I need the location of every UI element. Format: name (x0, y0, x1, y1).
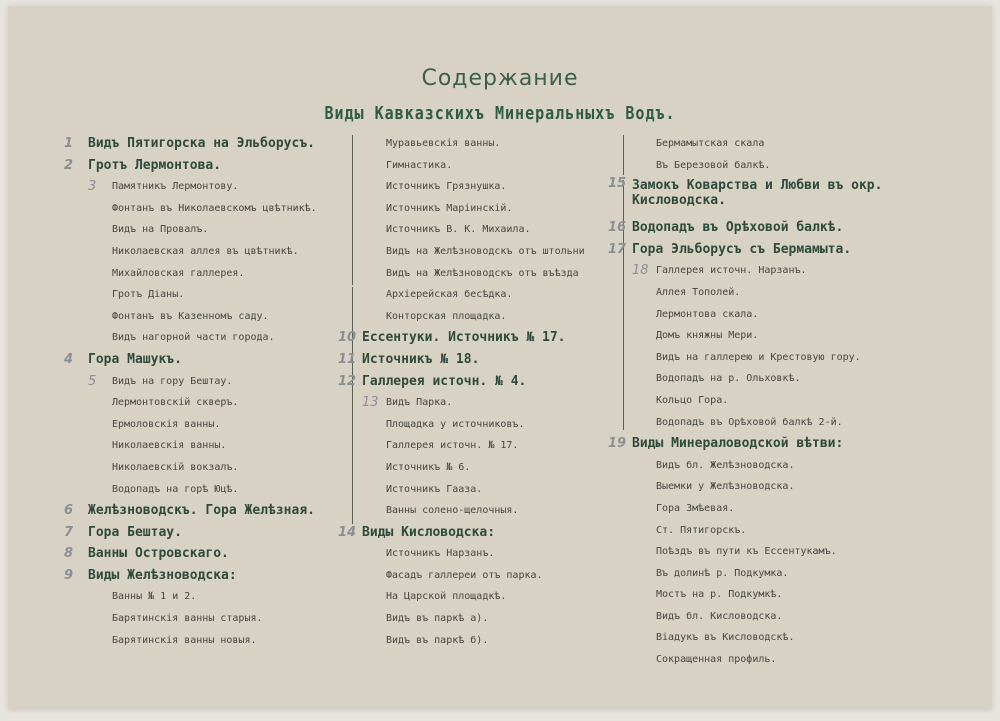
contents-item (88, 263, 358, 285)
contents-item (632, 347, 932, 369)
handwritten-page-number: 19 (608, 436, 627, 452)
entry-text: Видъ на Провалъ. (112, 224, 209, 236)
entry-text: Видъ на гору Бештау. (112, 375, 233, 387)
entry-text: Водопадъ въ Орѣховой балкѣ 2-й. (656, 416, 843, 428)
entry-text: Источникъ № 6. (386, 461, 471, 473)
handwritten-page-number: 15 (608, 176, 627, 192)
contents-item (632, 649, 932, 671)
contents-column-1 (64, 133, 358, 651)
entry-text: Источникъ № 18. (362, 351, 480, 367)
contents-heading (64, 133, 358, 155)
entry-text: Гора Бештау. (88, 524, 182, 540)
contents-item (88, 435, 358, 457)
contents-item (88, 392, 358, 414)
contents-item (632, 627, 932, 649)
entry-text: Водопадъ въ Орѣховой балкѣ. (632, 220, 844, 236)
entry-text: Гимнастика. (386, 159, 453, 171)
handwritten-page-number: 5 (88, 373, 97, 389)
entry-text: Віадукъ въ Кисловодскѣ. (656, 632, 795, 644)
contents-item (632, 606, 932, 628)
entry-text: Площадка у источниковъ. (386, 418, 525, 430)
contents-item (88, 630, 358, 652)
contents-item (362, 241, 622, 263)
page-subtitle: Виды Кавказскихъ Минеральныхъ Водъ. (324, 102, 676, 124)
contents-heading (338, 371, 622, 393)
entry-text: Гротъ Діаны. (112, 289, 185, 301)
contents-item (362, 263, 622, 285)
entry-text: Ст. Пятигорскъ. (656, 524, 747, 536)
entry-text: Видъ нагорной части города. (112, 332, 275, 344)
entry-text: Фасадъ галлереи отъ парка. (386, 569, 543, 581)
entry-text: Гротъ Лермонтова. (88, 157, 222, 173)
contents-item (362, 608, 622, 630)
entry-text: Виды Желѣзноводска: (88, 567, 237, 583)
contents-heading (608, 217, 932, 239)
contents-item (362, 284, 622, 306)
entry-text: Домъ княжны Мери. (656, 330, 759, 342)
entry-text: Гора Машукъ. (88, 351, 182, 367)
handwritten-page-number: 11 (338, 351, 357, 367)
entry-text: Михайловская галлерея. (112, 267, 245, 279)
entry-text: Сокращенная профиль. (656, 654, 777, 666)
contents-column-3 (608, 133, 932, 671)
contents-item (632, 520, 932, 542)
entry-text: Выемки у Желѣзноводска. (656, 481, 795, 493)
entry-text: Бермамытская скала (656, 138, 765, 149)
handwritten-page-number: 18 (632, 263, 649, 279)
entry-text: Ванны солено-щелочныя. (386, 505, 519, 517)
entry-text: Галлерея источн. Нарзанъ. (656, 265, 807, 277)
entry-text: Ессентуки. Источникъ № 17. (362, 330, 566, 346)
contents-item (88, 306, 358, 328)
contents-item (362, 565, 622, 587)
entry-text: Архіерейская бесѣдка. (386, 289, 513, 301)
entry-text: Гора Эльборусъ съ Бермамыта. (632, 241, 852, 257)
contents-item (632, 563, 932, 585)
contents-heading (608, 239, 932, 261)
entry-text: Ермоловскія ванны. (112, 418, 221, 430)
entry-text: Въ Березовой балкѣ. (656, 159, 771, 171)
entry-text: Виды Кисловодска: (362, 524, 496, 540)
entry-text: Фонтанъ въ Казенномъ саду. (112, 310, 269, 322)
contents-item (632, 584, 932, 606)
entry-text: Николаевскій вокзалъ. (112, 461, 239, 473)
entry-text: Конторская площадка. (386, 310, 507, 322)
entry-text: Водопадъ на р. Ольховкѣ. (656, 373, 801, 385)
entry-text: Видъ на Желѣзноводскъ отъ штольни (386, 245, 585, 257)
contents-heading (64, 565, 358, 587)
contents-item (362, 586, 622, 608)
handwritten-page-number: 6 (64, 503, 74, 519)
contents-heading (64, 500, 358, 522)
contents-item (88, 327, 358, 349)
contents-item (88, 479, 358, 501)
contents-heading (338, 522, 622, 544)
handwritten-page-number: 17 (608, 241, 627, 257)
contents-item (632, 282, 932, 304)
entry-text: Барятинскія ванны новыя. (112, 634, 257, 646)
entry-text: Видъ на галлерею и Крестовую гору. (656, 351, 861, 363)
entry-text: Николаевскія ванны. (112, 440, 227, 452)
contents-item (362, 500, 622, 522)
contents-item (362, 435, 622, 457)
contents-item (632, 455, 932, 477)
entry-text: Лермонтова скала. (656, 308, 759, 320)
handwritten-page-number: 10 (338, 330, 357, 346)
handwritten-page-number: 7 (64, 524, 74, 540)
contents-item (88, 176, 358, 198)
entry-text: Источникъ Нарзанъ. (386, 548, 495, 560)
contents-item (362, 219, 622, 241)
handwritten-page-number: 8 (64, 546, 74, 562)
contents-item (362, 414, 622, 436)
contents-item (632, 260, 932, 282)
handwritten-page-number: 2 (64, 157, 74, 173)
handwritten-page-number: 16 (608, 220, 627, 236)
contents-item (362, 457, 622, 479)
entry-text: Галлерея источн. № 17. (386, 440, 519, 452)
contents-item (632, 390, 932, 412)
contents-item (362, 176, 622, 198)
entry-text: Замокъ Коварства и Любви въ окр. Кисловодска. (632, 178, 883, 209)
contents-item (88, 371, 358, 393)
contents-item (88, 241, 358, 263)
entry-text: Видъ бл. Желѣзноводска. (656, 459, 795, 471)
contents-heading (64, 155, 358, 177)
entry-text: Желѣзноводскъ. Гора Желѣзная. (88, 503, 315, 519)
entry-text: Ванны № 1 и 2. (112, 591, 197, 603)
handwritten-page-number: 12 (338, 373, 357, 389)
contents-item (362, 543, 622, 565)
entry-text: Николаевская аллея въ цвѣтникѣ. (112, 245, 299, 257)
contents-item (88, 457, 358, 479)
entry-text: Видъ бл. Кисловодска. (656, 610, 783, 622)
contents-heading (64, 543, 358, 565)
page-title: Содержание (421, 66, 579, 91)
entry-text: Источникъ В. К. Михаила. (386, 224, 531, 236)
contents-item (362, 392, 622, 414)
entry-text: Памятникъ Лермонтову. (112, 181, 239, 193)
entry-text: Источникъ Гааза. (386, 483, 483, 495)
entry-text: Видъ на Желѣзноводскъ отъ въѣзда (386, 267, 579, 279)
entry-text: Виды Минераловодской вѣтви: (632, 436, 844, 452)
entry-text: Видъ Пятигорска на Эльборусъ. (88, 136, 315, 151)
contents-item (632, 155, 932, 177)
entry-text: Фонтанъ въ Николаевскомъ цвѣтникѣ. (112, 202, 317, 214)
entry-text: Аллея Тополей. (656, 286, 741, 298)
handwritten-page-number: 1 (64, 136, 74, 151)
entry-text: Галлерея источн. № 4. (362, 373, 527, 389)
entry-text: Кольцо Гора. (656, 394, 729, 406)
contents-item (632, 541, 932, 563)
contents-item (362, 479, 622, 501)
entry-text: Муравьевскія ванны. (386, 138, 501, 149)
contents-item (88, 586, 358, 608)
contents-item (362, 198, 622, 220)
entry-text: Видъ Парка. (386, 397, 453, 409)
handwritten-page-number: 13 (362, 395, 379, 411)
contents-item (632, 133, 932, 155)
contents-item (88, 284, 358, 306)
contents-heading (64, 349, 358, 371)
contents-heading (608, 433, 932, 455)
entry-text: Поѣздъ въ пути къ Ессентукамъ. (656, 546, 837, 558)
handwritten-page-number: 3 (88, 179, 97, 195)
entry-text: Лермонтовскій скверъ. (112, 397, 239, 409)
contents-heading (338, 327, 622, 349)
contents-item (632, 498, 932, 520)
entry-text: Видъ въ паркѣ б). (386, 634, 489, 646)
entry-text: Ванны Островскаго. (88, 546, 229, 562)
handwritten-page-number: 14 (338, 524, 357, 540)
contents-heading (64, 522, 358, 544)
handwritten-page-number: 9 (64, 567, 74, 583)
handwritten-page-number: 4 (64, 351, 74, 367)
contents-item (632, 368, 932, 390)
entry-text: Мостъ на р. Подкумкѣ. (656, 589, 783, 601)
contents-item (88, 198, 358, 220)
contents-item (88, 414, 358, 436)
entry-text: Видъ въ паркѣ а). (386, 613, 489, 625)
contents-item (632, 325, 932, 347)
entry-text: Въ долинѣ р. Подкумка. (656, 567, 789, 579)
contents-item (632, 304, 932, 326)
entry-text: На Царской площадкѣ. (386, 591, 507, 603)
contents-column-2 (338, 133, 622, 651)
contents-item (362, 133, 622, 155)
contents-heading (338, 349, 622, 371)
contents-item (362, 306, 622, 328)
contents-item (632, 412, 932, 434)
contents-heading (608, 176, 932, 217)
entry-text: Барятинскія ванны старыя. (112, 613, 263, 625)
contents-item (88, 219, 358, 241)
entry-text: Гора Змѣевая. (656, 502, 735, 514)
contents-item (88, 608, 358, 630)
entry-text: Водопадъ на горѣ Юцѣ. (112, 483, 239, 495)
contents-item (362, 630, 622, 652)
entry-text: Источникъ Грязнушка. (386, 181, 507, 193)
column-divider-right (623, 135, 624, 175)
contents-item (362, 155, 622, 177)
entry-text: Источникъ Маріинскій. (386, 202, 513, 214)
contents-item (632, 476, 932, 498)
